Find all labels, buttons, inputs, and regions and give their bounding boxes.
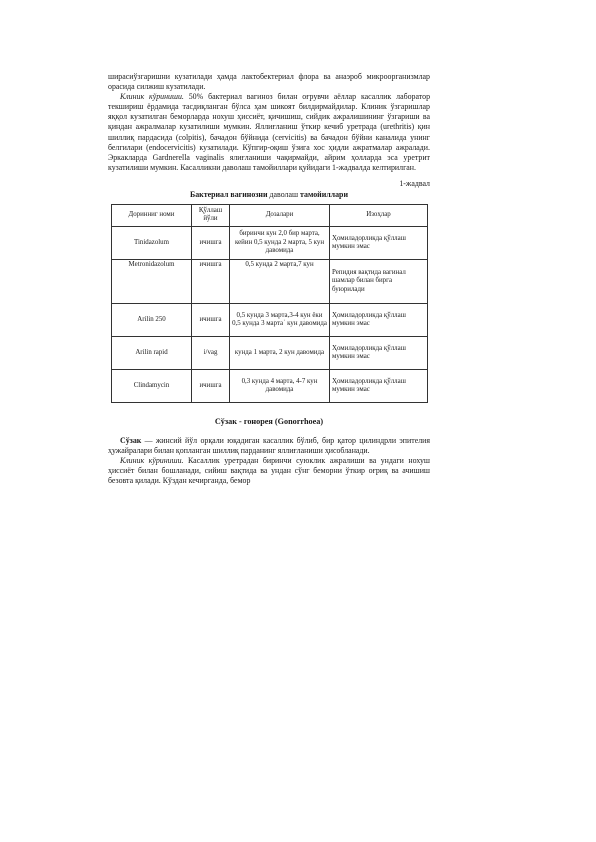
gonorrhoea-clinical-paragraph xyxy=(108,456,430,486)
table-title-bold-end: тамойиллари xyxy=(300,189,348,199)
treatment-table xyxy=(111,204,428,403)
gonorrhoea-definition-paragraph xyxy=(108,436,430,456)
clinical-picture-paragraph xyxy=(108,92,430,173)
table-header-row xyxy=(112,204,428,226)
cell-drug-name: Tinidazolum xyxy=(112,226,192,259)
cell-notes: Ҳомиладорликда қўллаш мумкин эмас xyxy=(330,303,428,336)
header-notes: Изоҳлар xyxy=(330,204,428,226)
table-title-bold: Бактериал вагинозни xyxy=(190,189,268,199)
cell-route: ичишга xyxy=(192,303,230,336)
cell-route: ичишга xyxy=(192,369,230,402)
cell-route: i/vag xyxy=(192,336,230,369)
gonorrhoea-clinical-text: Касаллик уретрадан биринчи суюклик ажралиши ва ундаги нохуш ҳиссиёт билан бошланади, сийиш вақтида ва ундан сўнг беморни ўткир оғриқ ва ачишиш безовта қилади. Кўздан кечирганда, бемор xyxy=(108,456,430,486)
cell-dosage: кунда 1 марта, 2 кун давомида xyxy=(230,336,330,369)
table-row xyxy=(112,369,428,402)
cell-dosage: 0,5 кунда 3 марта,3-4 кун ёки 0,5 кунда 3 мартаʾ кун давомида xyxy=(230,303,330,336)
cell-drug-name: Arilin rapid xyxy=(112,336,192,369)
table-number: 1-жадвал xyxy=(399,178,430,188)
document-page xyxy=(108,72,430,486)
section-title: Сўзак - гонорея (Gonorrhoea) xyxy=(214,416,324,426)
intro-paragraph: ширасиўзгаришни кузатилади ҳамда лактобектериал флора ва анаэроб микроорганизмлар орасида силжиш кузатилади. xyxy=(108,72,430,92)
cell-notes: Ҳомиладорликда қўллаш мумкин эмас xyxy=(330,369,428,402)
clinical-picture-text: 50% бактериал вагиноз билан оғрувчи аёллар касаллик лаборатор текшириш ёрдамида тасдиқланган бўлса ҳам шикоят билдирмайдилар. Клиник ўзгаришлар яққол кузатилган беморларда нохуш ҳиссиёт, қичишиш, сийдик ажралишининг ўзгариши ва қиндан ажралмалар кузатилиши мумкин. Яллиғланиш ўткир кечиб уретрада (urethritis) қин шиллиқ пардасида (colpitis), бачадон бўйнида (cervicitis) ва бачадон бўйни каналида унинг белгилари (endocervicitis) кузатилади. Кўпгир-оқиш ўзига хос ҳидли ажратмалар ажралади. Эркакларда Gardnerella vaginalis ялиғланиши чақирмайди, айрим ҳолларда эса уретрит кузатилиши мумкин. Касалликни даволаш тамойиллари қуйидаги 1-жадвалда келтирилган. xyxy=(108,92,431,172)
gonorrhoea-clinical-lead: Клиник кўриниши. xyxy=(120,456,184,466)
table-row xyxy=(112,226,428,259)
gonorrhoea-definition-text: — жинсий йўл орқали юқадиган касаллик бўлиб, бир қатор цилиндрли эпителия ҳужайралари билан қопланган шиллиқ парданинг яллиғланиши ҳисобланади. xyxy=(108,435,430,456)
clinical-picture-lead: Клиник кўриниши. xyxy=(120,92,184,102)
table-row xyxy=(112,259,428,303)
table-title-normal: даволаш xyxy=(267,189,301,199)
cell-dosage: 0,5 кунда 2 марта,7 кун xyxy=(230,259,330,303)
table-row xyxy=(112,303,428,336)
cell-dosage: 0,3 кунда 4 марта, 4-7 кун давомида xyxy=(230,369,330,402)
table-title xyxy=(108,190,430,200)
cell-drug-name: Metronidazolum xyxy=(112,259,192,303)
cell-notes: Ҳомиладорликда қўллаш мумкин эмас xyxy=(330,226,428,259)
table-row xyxy=(112,336,428,369)
cell-drug-name: Clindamycin xyxy=(112,369,192,402)
header-drug-name: Доринниг номи xyxy=(112,204,192,226)
header-route: Қўллаш йўли xyxy=(192,204,230,226)
cell-notes: Репидия вақтида вагинал шамлар билан бирга буюрилади xyxy=(330,259,428,303)
gonorrhoea-term: Сўзак xyxy=(120,435,142,445)
cell-route: ичишга xyxy=(192,226,230,259)
header-dosage: Дозалари xyxy=(230,204,330,226)
cell-drug-name: Arilin 250 xyxy=(112,303,192,336)
cell-notes: Ҳомиладорликда қўллаш мумкин эмас xyxy=(330,336,428,369)
cell-dosage: биринчи кун 2,0 бир марта, кейин 0,5 кунда 2 марта, 5 кун давомида xyxy=(230,226,330,259)
cell-route: ичишга xyxy=(192,259,230,303)
